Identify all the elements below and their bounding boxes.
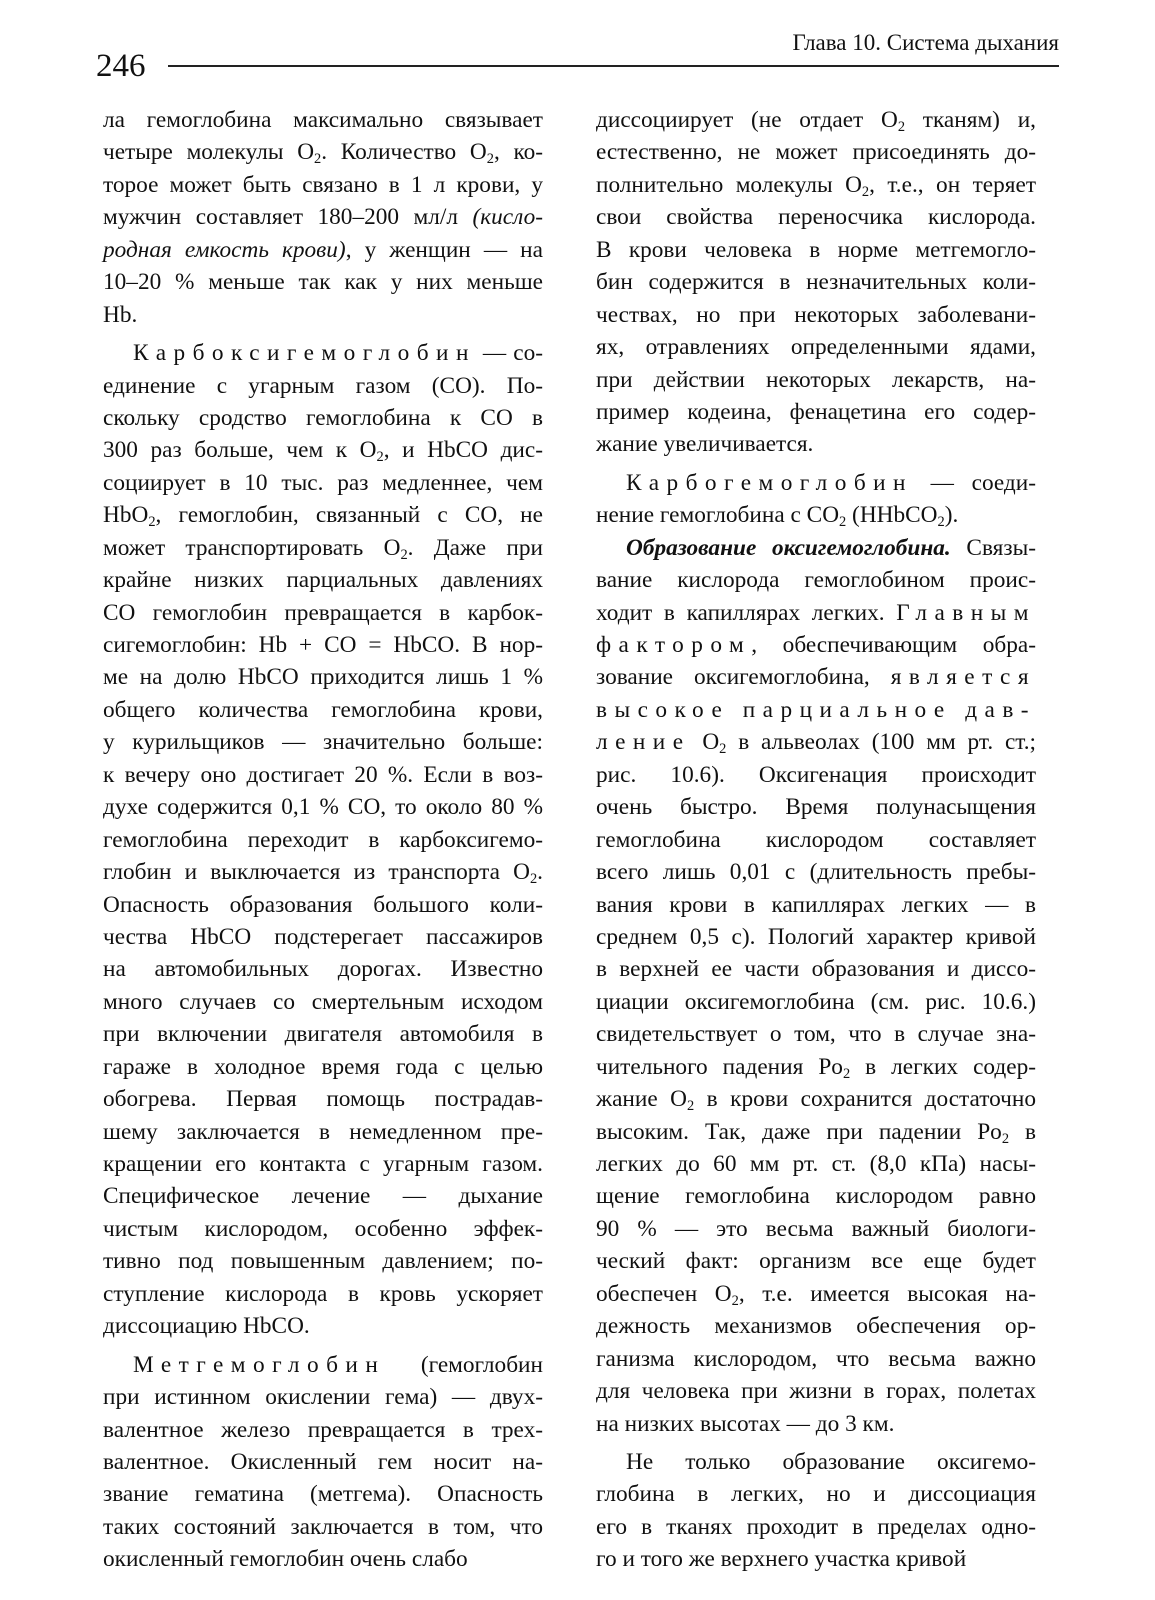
text-line: гемоглобина кислородом составляет: [596, 826, 1036, 853]
text-line: го и того же верхнего участка кривой: [596, 1546, 967, 1573]
text-line: окисленный гемоглобин очень слабо: [103, 1546, 468, 1573]
text-line: вания крови в капиллярах легких — в: [596, 891, 1036, 918]
text-line: может транспортировать $O_2$. Даже при: [103, 534, 544, 563]
text-line: высокое парциальное дав-: [596, 696, 1036, 723]
text-line: обеспечен $O_2$, т.е. имеется высокая на-: [596, 1280, 1036, 1309]
text-line: чистым кислородом, особенно эффек-: [103, 1215, 543, 1242]
text-line: гемоглобина переходит в карбоксигемо-: [103, 826, 543, 853]
text-line: гараже в холодное время года с целью: [103, 1053, 543, 1080]
text-line: глобин и выключается из транспорта $O_2$.: [103, 859, 543, 888]
text-line: нение гемоглобина с $CO_2$ (HHbCO$_2$).: [596, 502, 959, 531]
text-line: зование оксигемоглобина, является: [596, 664, 1036, 691]
text-line: дежность механизмов обеспечения ор-: [596, 1313, 1036, 1340]
text-line: тивно под повышенным давлением; по-: [103, 1248, 543, 1275]
text-line: родная емкость крови), у женщин — на: [103, 236, 543, 263]
text-line: Образование оксигемоглобина. Связы-: [626, 534, 1036, 561]
text-line: Специфическое лечение — дыхание: [103, 1183, 543, 1210]
text-line: таких состояний заключается в том, что: [103, 1513, 543, 1540]
text-line: естественно, не может присоединять до-: [596, 139, 1036, 166]
text-line: полнительно молекулы $O_2$, т.е., он теряет: [596, 171, 1036, 200]
text-line: всего лишь 0,01 с (длительность пребы-: [596, 859, 1036, 886]
text-line: диссоциирует (не отдает $O_2$ тканям) и,: [596, 107, 1036, 136]
running-head: [96, 28, 1059, 84]
text-line: ступление кислорода в кровь ускоряет: [103, 1280, 543, 1307]
text-line: вание кислорода гемоглобином проис-: [596, 567, 1036, 594]
text-line: циации оксигемоглобина (см. рис. 10.6.): [596, 988, 1036, 1015]
left-column: [103, 104, 543, 1576]
text-line: к вечеру оно достигает 20 %. Если в воз-: [103, 761, 543, 788]
text-line: ходит в капиллярах легких. Главным: [596, 599, 1036, 626]
text-line: глобина в легких, но и диссоциация: [596, 1481, 1036, 1508]
text-line: ческий факт: организм все еще будет: [596, 1248, 1036, 1275]
text-line: жание увеличивается.: [596, 431, 814, 458]
text-line: HbO$_2$, гемоглобин, связанный с СО, не: [103, 502, 543, 531]
text-line: пример кодеина, фенацетина его содер-: [596, 398, 1036, 425]
page-number: 246: [96, 48, 146, 84]
text-line: скольку сродство гемоглобина к СО в: [103, 404, 543, 431]
text-line: у курильщиков — значительно больше:: [103, 729, 543, 756]
text-line: валентное железо превращается в трех-: [103, 1416, 543, 1443]
text-line: 300 раз больше, чем к $O_2$, и HbCO дис-: [103, 437, 543, 466]
text-line: Опасность образования большого коли-: [103, 891, 543, 918]
text-line: легких до 60 мм рт. ст. (8,0 кПа) насы-: [596, 1151, 1036, 1177]
text-line: ление $O_2$ в альвеолах (100 мм рт. ст.;: [596, 729, 1037, 758]
text-line: на низких высотах — до 3 км.: [596, 1410, 895, 1437]
text-line: 90 % — это весьма важный биологи-: [596, 1215, 1036, 1242]
text-line: духе содержится 0,1 % СО, то около 80 %: [103, 794, 543, 821]
text-line: диссоциацию HbCO.: [103, 1313, 310, 1340]
text-line: единение с угарным газом (СО). По-: [103, 372, 543, 399]
text-line: рис. 10.6). Оксигенация происходит: [596, 761, 1036, 788]
text-line: Карбоксигемоглобин — со-: [133, 340, 543, 367]
text-line: сигемоглобин: Hb + CO = HbCO. В нор-: [103, 632, 543, 658]
text-line: для человека при жизни в горах, полетах: [596, 1378, 1036, 1405]
text-line: высоким. Так, даже при падении $Po_2$ в: [596, 1118, 1037, 1147]
text-line: Hb.: [103, 301, 138, 328]
text-line: четыре молекулы $O_2$. Количество $O_2$, ко-: [103, 139, 543, 168]
text-line: ла гемоглобина максимально связывает: [103, 107, 543, 133]
text-line: социирует в 10 тыс. раз медленнее, чем: [103, 469, 543, 496]
text-line: ганизма кислородом, что весьма важно: [596, 1345, 1036, 1372]
text-line: валентное. Окисленный гем носит на-: [103, 1448, 543, 1475]
text-line: Метгемоглобин (гемоглобин: [133, 1351, 543, 1378]
text-line: СО гемоглобин превращается в карбок-: [103, 599, 543, 626]
text-line: при включении двигателя автомобиля в: [103, 1021, 543, 1048]
text-line: звание гематина (метгема). Опасность: [103, 1481, 543, 1508]
text-line: щение гемоглобина кислородом равно: [596, 1183, 1036, 1210]
text-line: среднем 0,5 с). Пологий характер кривой: [596, 923, 1036, 950]
right-column: [596, 104, 1036, 1576]
header-rule: [168, 65, 1059, 67]
text-line: Не только образование оксигемо-: [626, 1448, 1036, 1475]
text-line: на автомобильных дорогах. Известно: [103, 956, 543, 983]
text-line: его в тканях проходит в пределах одно-: [596, 1513, 1036, 1540]
text-line: в верхней ее части образования и диссо-: [596, 956, 1036, 983]
text-line: очень быстро. Время полунасыщения: [596, 794, 1036, 821]
text-line: ях, отравлениях определенными ядами,: [596, 334, 1036, 361]
text-line: торое может быть связано в 1 л крови, у: [103, 171, 543, 198]
text-line: шему заключается в немедленном пре-: [103, 1118, 543, 1145]
text-line: мужчин составляет 180–200 мл/л (кисло-: [103, 204, 543, 231]
text-line: крайне низких парциальных давлениях: [103, 567, 543, 594]
text-line: чительного падения $Po_2$ в легких содер-: [596, 1053, 1036, 1082]
running-title: Глава 10. Система дыхания: [792, 30, 1059, 55]
text-line: чества HbCO подстерегает пассажиров: [103, 923, 543, 950]
text-line: много случаев со смертельным исходом: [103, 988, 543, 1015]
text-line: кращении его контакта с угарным газом.: [103, 1151, 543, 1177]
text-line: свои свойства переносчика кислорода.: [596, 204, 1036, 231]
text-line: бин содержится в незначительных коли-: [596, 269, 1036, 296]
text-line: при истинном окислении гема) — двух-: [103, 1384, 543, 1411]
text-line: свидетельствует о том, что в случае зна-: [596, 1021, 1036, 1048]
text-line: общего количества гемоглобина крови,: [103, 696, 543, 723]
text-line: фактором, обеспечивающим обра-: [596, 632, 1036, 658]
text-line: при действии некоторых лекарств, на-: [596, 366, 1036, 393]
text-line: жание $O_2$ в крови сохранится достаточно: [596, 1086, 1036, 1115]
text-line: Карбогемоглобин — соеди-: [626, 469, 1036, 496]
text-line: 10–20 % меньше так как у них меньше: [103, 269, 543, 296]
text-line: чествах, но при некоторых заболевани-: [596, 301, 1036, 328]
text-line: обогрева. Первая помощь пострадав-: [103, 1086, 543, 1113]
text-line: В крови человека в норме метгемогло-: [596, 236, 1036, 263]
text-line: ме на долю HbCO приходится лишь 1 %: [103, 664, 543, 691]
